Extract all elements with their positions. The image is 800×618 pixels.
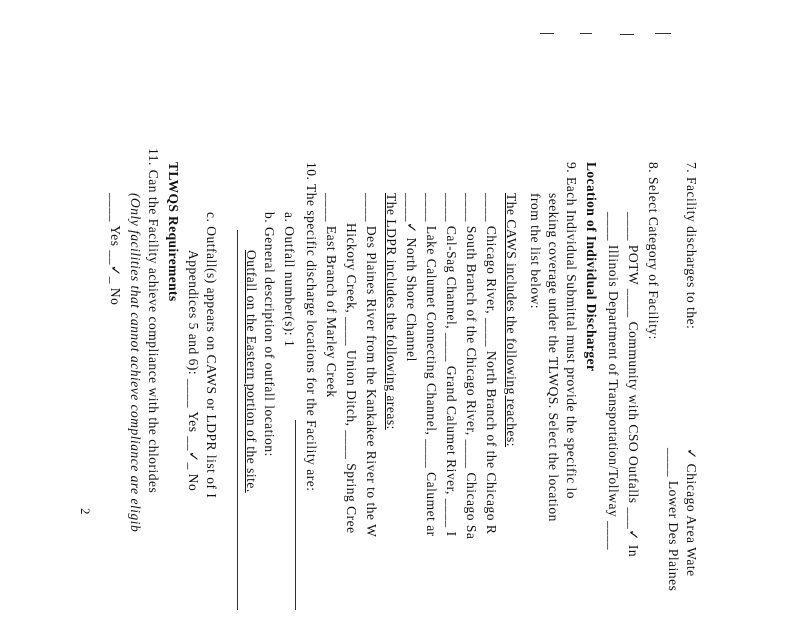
document-line: seeking coverage under the TLWQS. Select the location <box>546 193 561 522</box>
document-line: ____ Chicago River, ____ North Branch of the Chicago R <box>484 193 499 535</box>
document-line: ____ Cal-Sag Channel, ____ Grand Calumet River, ____ I <box>444 193 459 537</box>
document-line: ____ South Branch of the Chicago River, ____ Chicago Sa <box>464 193 479 540</box>
document-line: ____ East Branch of Marley Creek <box>324 193 339 398</box>
document-line: ____ POTW ____ Community with CSO Outfalls ___✓ In <box>626 212 641 558</box>
document-line: ✓ Chicago Area Wate <box>684 448 699 577</box>
document-line: Location of Individual Discharger <box>584 162 599 372</box>
document-line: TLWQS Requirements <box>166 162 181 302</box>
document-line: Appendices 5 and 6): ____ Yes __✓_ No <box>186 250 201 492</box>
document-line: ____ Yes __✓_ No <box>108 193 123 306</box>
document-line: ____ Des Plaines River from the Kankakee River to the W <box>364 193 379 538</box>
document-line: 7. Facility discharges to the: <box>684 162 699 330</box>
document-line: (Only facilities that cannot achieve compliance are eligib <box>128 193 143 533</box>
scan-artifact <box>540 33 554 34</box>
scan-artifact <box>655 33 671 34</box>
document-line: Outfall on the Eastern portion of the site. <box>244 250 259 493</box>
document-line: from the list below: <box>528 193 543 310</box>
scan-artifact <box>620 34 634 35</box>
document-line: ____ Illinois Department of Transportation/Tollway ____ <box>606 212 621 551</box>
document-line: ____ Lower Des Plaines <box>666 448 681 592</box>
page-number: 2 <box>78 508 93 515</box>
document-line: The LDPR includes the following areas: <box>384 193 399 430</box>
scan-artifact <box>580 33 592 34</box>
document-line: b. General description of outfall location: <box>262 212 277 457</box>
document-line: a. Outfall number(s): 1 <box>282 212 297 348</box>
document-line: 10. The specific discharge locations for the Facility are: <box>304 162 319 492</box>
document-line: ____ Lake Calumet Connecting Channel, ____ Calumet ar <box>424 193 439 537</box>
blank-field-line <box>237 230 238 610</box>
document-line: The CAWS includes the following reaches: <box>504 193 519 447</box>
document-line: 9. Each Individual Submittal must provide the specific lo <box>564 162 579 500</box>
document-line: c. Outfall(s) appears on CAWS or LDPR list of I <box>204 212 219 499</box>
document-line: 8. Select Category of Facility: <box>646 162 661 340</box>
document-line: Hickory Creek, ____ Union Ditch, ____ Spring Cree <box>344 223 359 534</box>
blank-field-line <box>295 420 296 610</box>
document-line: 11. Can the Facility achieve compliance with the chlorides <box>146 148 161 494</box>
document-line: ____✓ North Shore Channel <box>404 193 419 362</box>
